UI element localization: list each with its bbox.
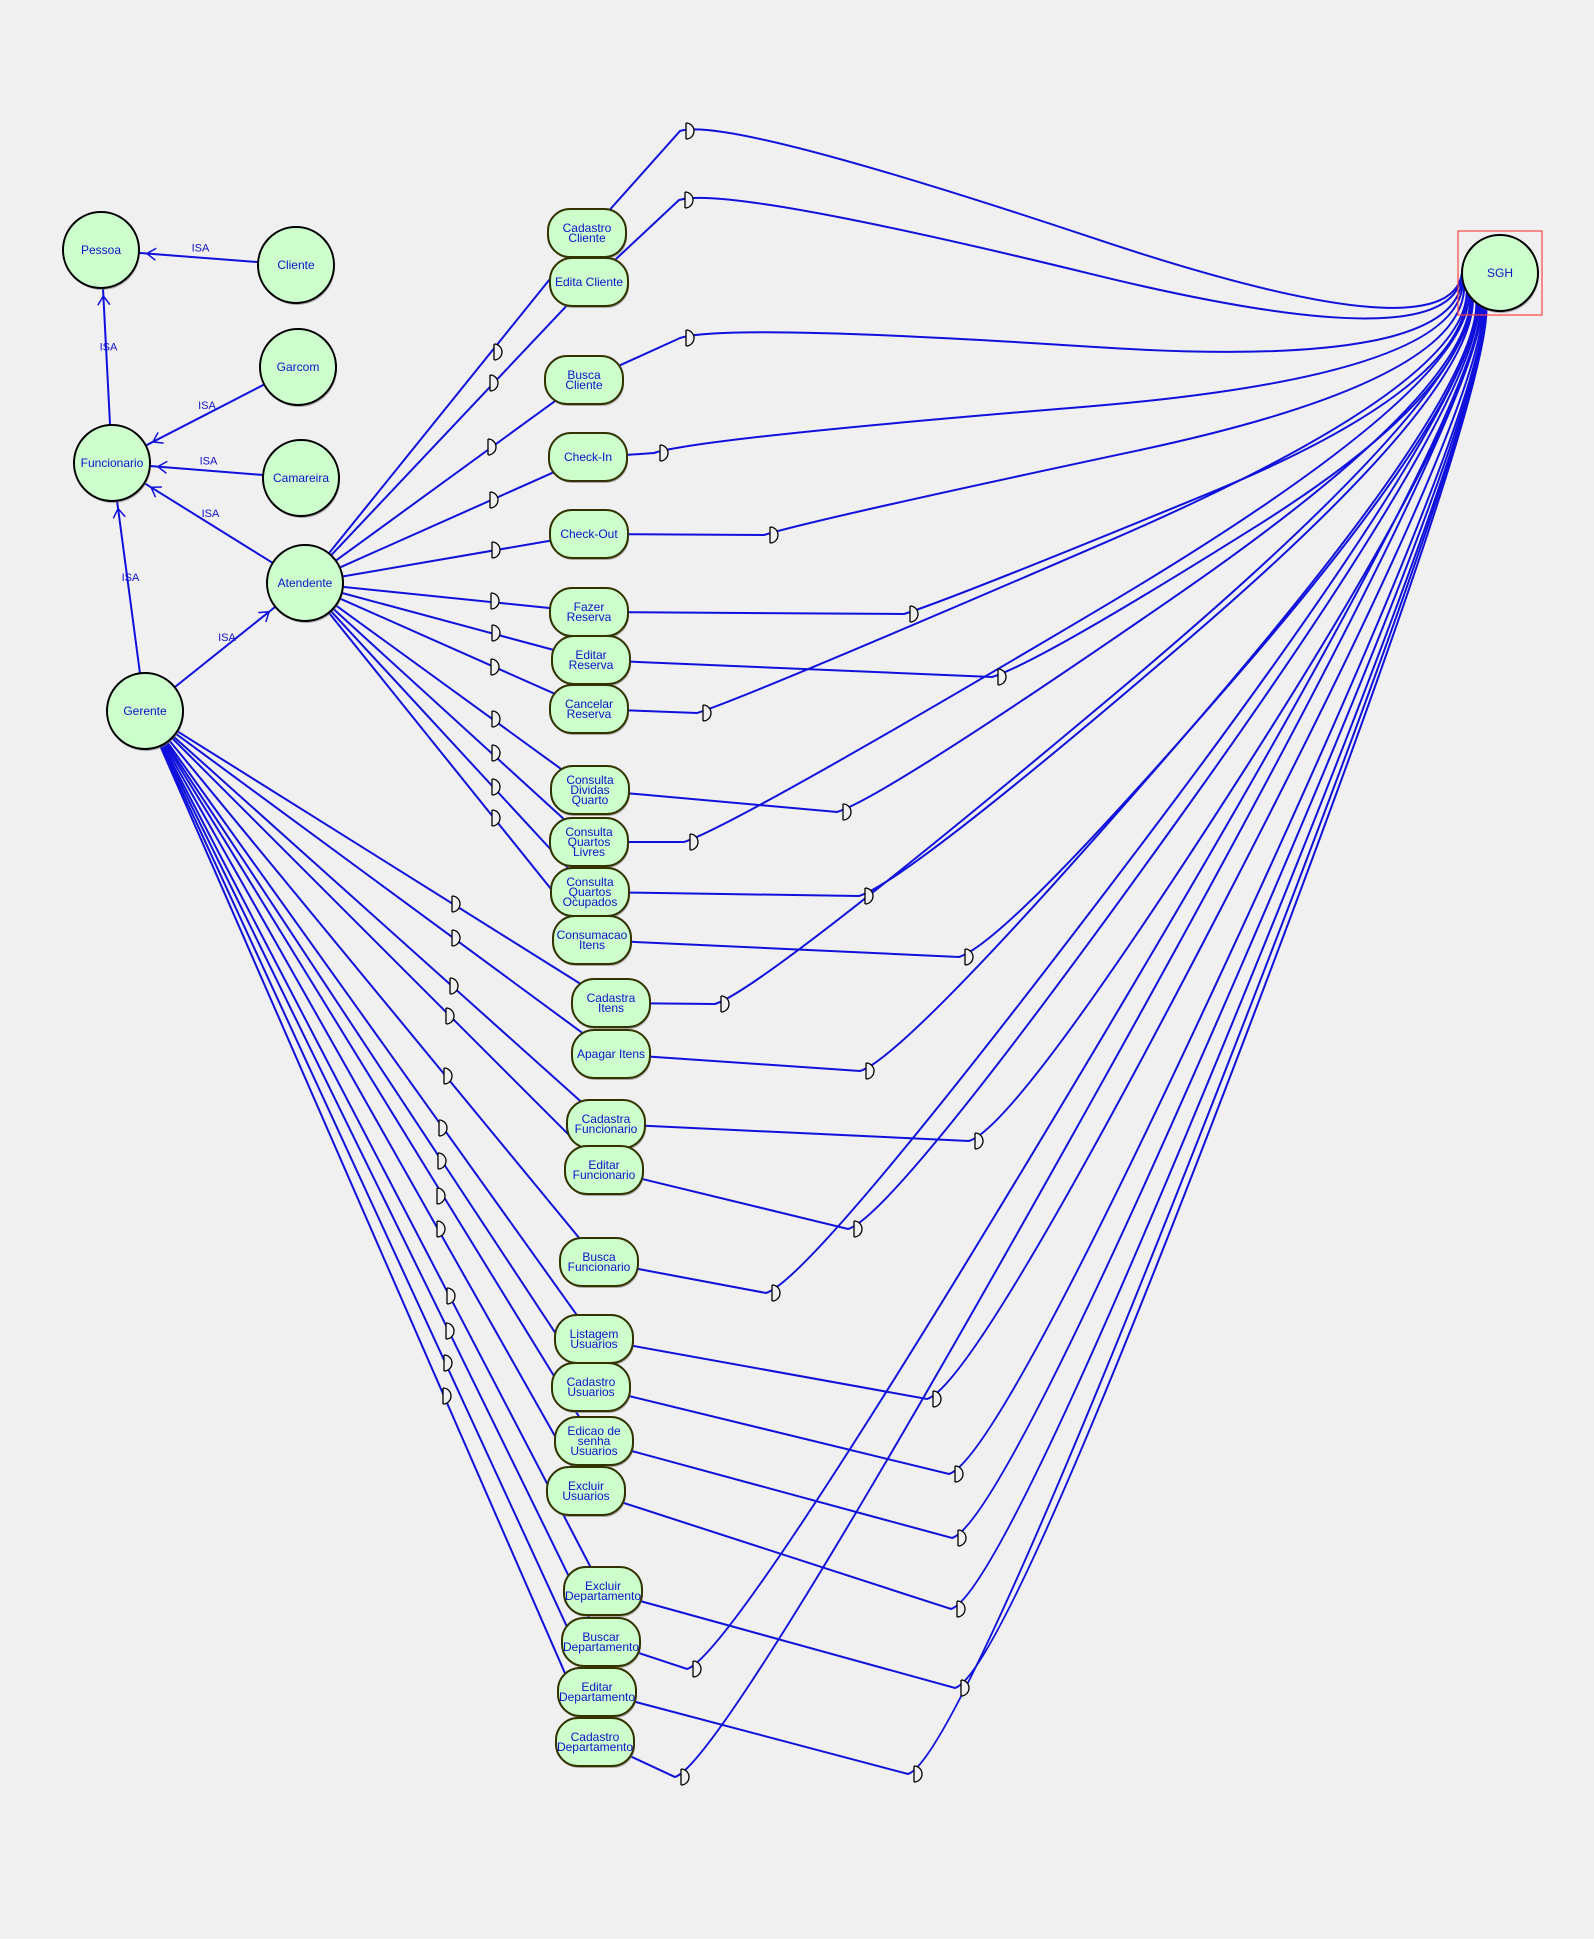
use-case-label: Fazer <box>573 600 605 614</box>
use-case-label: Edita Cliente <box>554 275 624 289</box>
use-case-label: Cadastra <box>581 1112 631 1126</box>
use-case-label: Editar <box>575 648 607 662</box>
use-case-label: Departamento <box>562 1640 640 1654</box>
use-case-label: Consulta <box>566 773 614 787</box>
use-case-uc2[interactable] <box>550 258 629 308</box>
use-case-uc20[interactable] <box>555 1417 634 1467</box>
use-case-uc18[interactable] <box>555 1315 634 1365</box>
actor-atendente[interactable] <box>267 545 344 623</box>
use-case-uc25[interactable] <box>556 1718 635 1768</box>
use-case-label: Livres <box>572 845 606 859</box>
use-case-label: Departamento <box>556 1740 634 1754</box>
use-case-label: Departamento <box>558 1690 636 1704</box>
use-case-label: Consulta <box>566 875 614 889</box>
use-case-label: Quartos <box>568 885 612 899</box>
use-case-uc19[interactable] <box>552 1363 631 1413</box>
use-case-label: Editar <box>588 1158 620 1172</box>
use-case-label: Check-In <box>563 450 613 464</box>
actor-funcionario[interactable] <box>74 425 151 503</box>
isa-label: ISA <box>199 455 218 468</box>
use-case-uc23[interactable] <box>562 1618 641 1668</box>
use-case-uc4[interactable] <box>549 433 628 483</box>
use-case-label: Quartos <box>567 835 611 849</box>
use-case-label: Usuarios <box>570 1444 618 1458</box>
use-case-label: Apagar Itens <box>576 1047 646 1061</box>
use-case-label: Departamento <box>564 1589 642 1603</box>
use-case-uc24[interactable] <box>558 1668 637 1718</box>
use-case-uc13[interactable] <box>572 979 651 1029</box>
actor-label: Camareira <box>272 471 330 485</box>
use-case-label: Reserva <box>566 610 612 624</box>
use-case-label: Cliente <box>565 378 603 392</box>
use-case-uc12[interactable] <box>553 916 632 966</box>
use-case-label: Funcionario <box>567 1260 631 1274</box>
actor-camareira[interactable] <box>263 440 340 518</box>
use-case-label: Cadastro <box>570 1730 620 1744</box>
isa-label: ISA <box>198 400 216 412</box>
use-case-uc5[interactable] <box>550 510 629 560</box>
actor-label: Garcom <box>276 360 320 374</box>
use-case-uc15[interactable] <box>567 1100 646 1150</box>
use-case-uc17[interactable] <box>560 1238 639 1288</box>
use-case-label: Busca <box>582 1250 616 1264</box>
isa-label: ISA <box>191 242 210 255</box>
isa-label: ISA <box>201 508 220 520</box>
use-case-label: Funcionario <box>574 1122 638 1136</box>
actor-label: SGH <box>1486 266 1514 280</box>
actor-label: Funcionario <box>80 456 144 470</box>
use-case-label: Busca <box>567 368 601 382</box>
use-case-uc16[interactable] <box>565 1146 644 1196</box>
actor-garcom[interactable] <box>260 329 337 407</box>
use-case-label: Cadastra <box>586 991 636 1005</box>
use-case-uc14[interactable] <box>572 1030 651 1080</box>
use-case-label: Ocupados <box>562 895 618 909</box>
use-case-label: Itens <box>597 1001 625 1015</box>
use-case-label: Cancelar <box>564 697 614 711</box>
use-case-uc22[interactable] <box>564 1567 643 1617</box>
use-case-uc9[interactable] <box>551 766 630 816</box>
use-case-label: Cadastro <box>562 221 612 235</box>
use-case-uc21[interactable] <box>547 1467 626 1517</box>
use-case-label: Usuarios <box>562 1489 610 1503</box>
use-case-label: Editar <box>581 1680 613 1694</box>
use-case-label: Edicao de <box>567 1424 621 1438</box>
use-case-label: Itens <box>578 938 606 952</box>
use-case-label: senha <box>577 1434 611 1448</box>
use-case-label: Usuarios <box>570 1337 618 1351</box>
use-case-label: Check-Out <box>560 527 618 541</box>
use-case-label: Funcionario <box>572 1168 636 1182</box>
isa-label: ISA <box>218 632 236 644</box>
use-case-label: Cliente <box>568 231 606 245</box>
actor-gerente[interactable] <box>107 673 184 751</box>
use-case-label: Cadastro <box>566 1375 616 1389</box>
actor-label: Gerente <box>123 704 167 718</box>
use-case-uc10[interactable] <box>550 818 629 868</box>
use-case-label: Dividas <box>570 783 610 797</box>
use-case-label: Usuarios <box>567 1385 615 1399</box>
use-case-uc3[interactable] <box>545 356 624 406</box>
isa-label: ISA <box>121 572 140 584</box>
use-case-uc1[interactable] <box>548 209 627 259</box>
use-case-label: Reserva <box>568 658 614 672</box>
use-case-label: Consumacao <box>556 928 628 942</box>
use-case-uc8[interactable] <box>550 685 629 735</box>
use-case-label: Quarto <box>571 793 609 807</box>
use-case-label: Excluir <box>567 1479 605 1493</box>
actor-label: Cliente <box>277 258 315 272</box>
use-case-uc6[interactable] <box>550 588 629 638</box>
actor-label: Pessoa <box>80 243 122 257</box>
use-case-label: Buscar <box>582 1630 620 1644</box>
use-case-uc7[interactable] <box>552 636 631 686</box>
actor-label: Atendente <box>277 576 333 590</box>
use-case-label: Consulta <box>565 825 613 839</box>
actor-cliente[interactable] <box>258 227 335 305</box>
use-case-uc11[interactable] <box>551 868 630 918</box>
isa-label: ISA <box>99 341 118 354</box>
use-case-label: Excluir <box>584 1579 622 1593</box>
actor-pessoa[interactable] <box>63 212 140 290</box>
use-case-label: Listagem <box>569 1327 619 1341</box>
use-case-label: Reserva <box>566 707 612 721</box>
